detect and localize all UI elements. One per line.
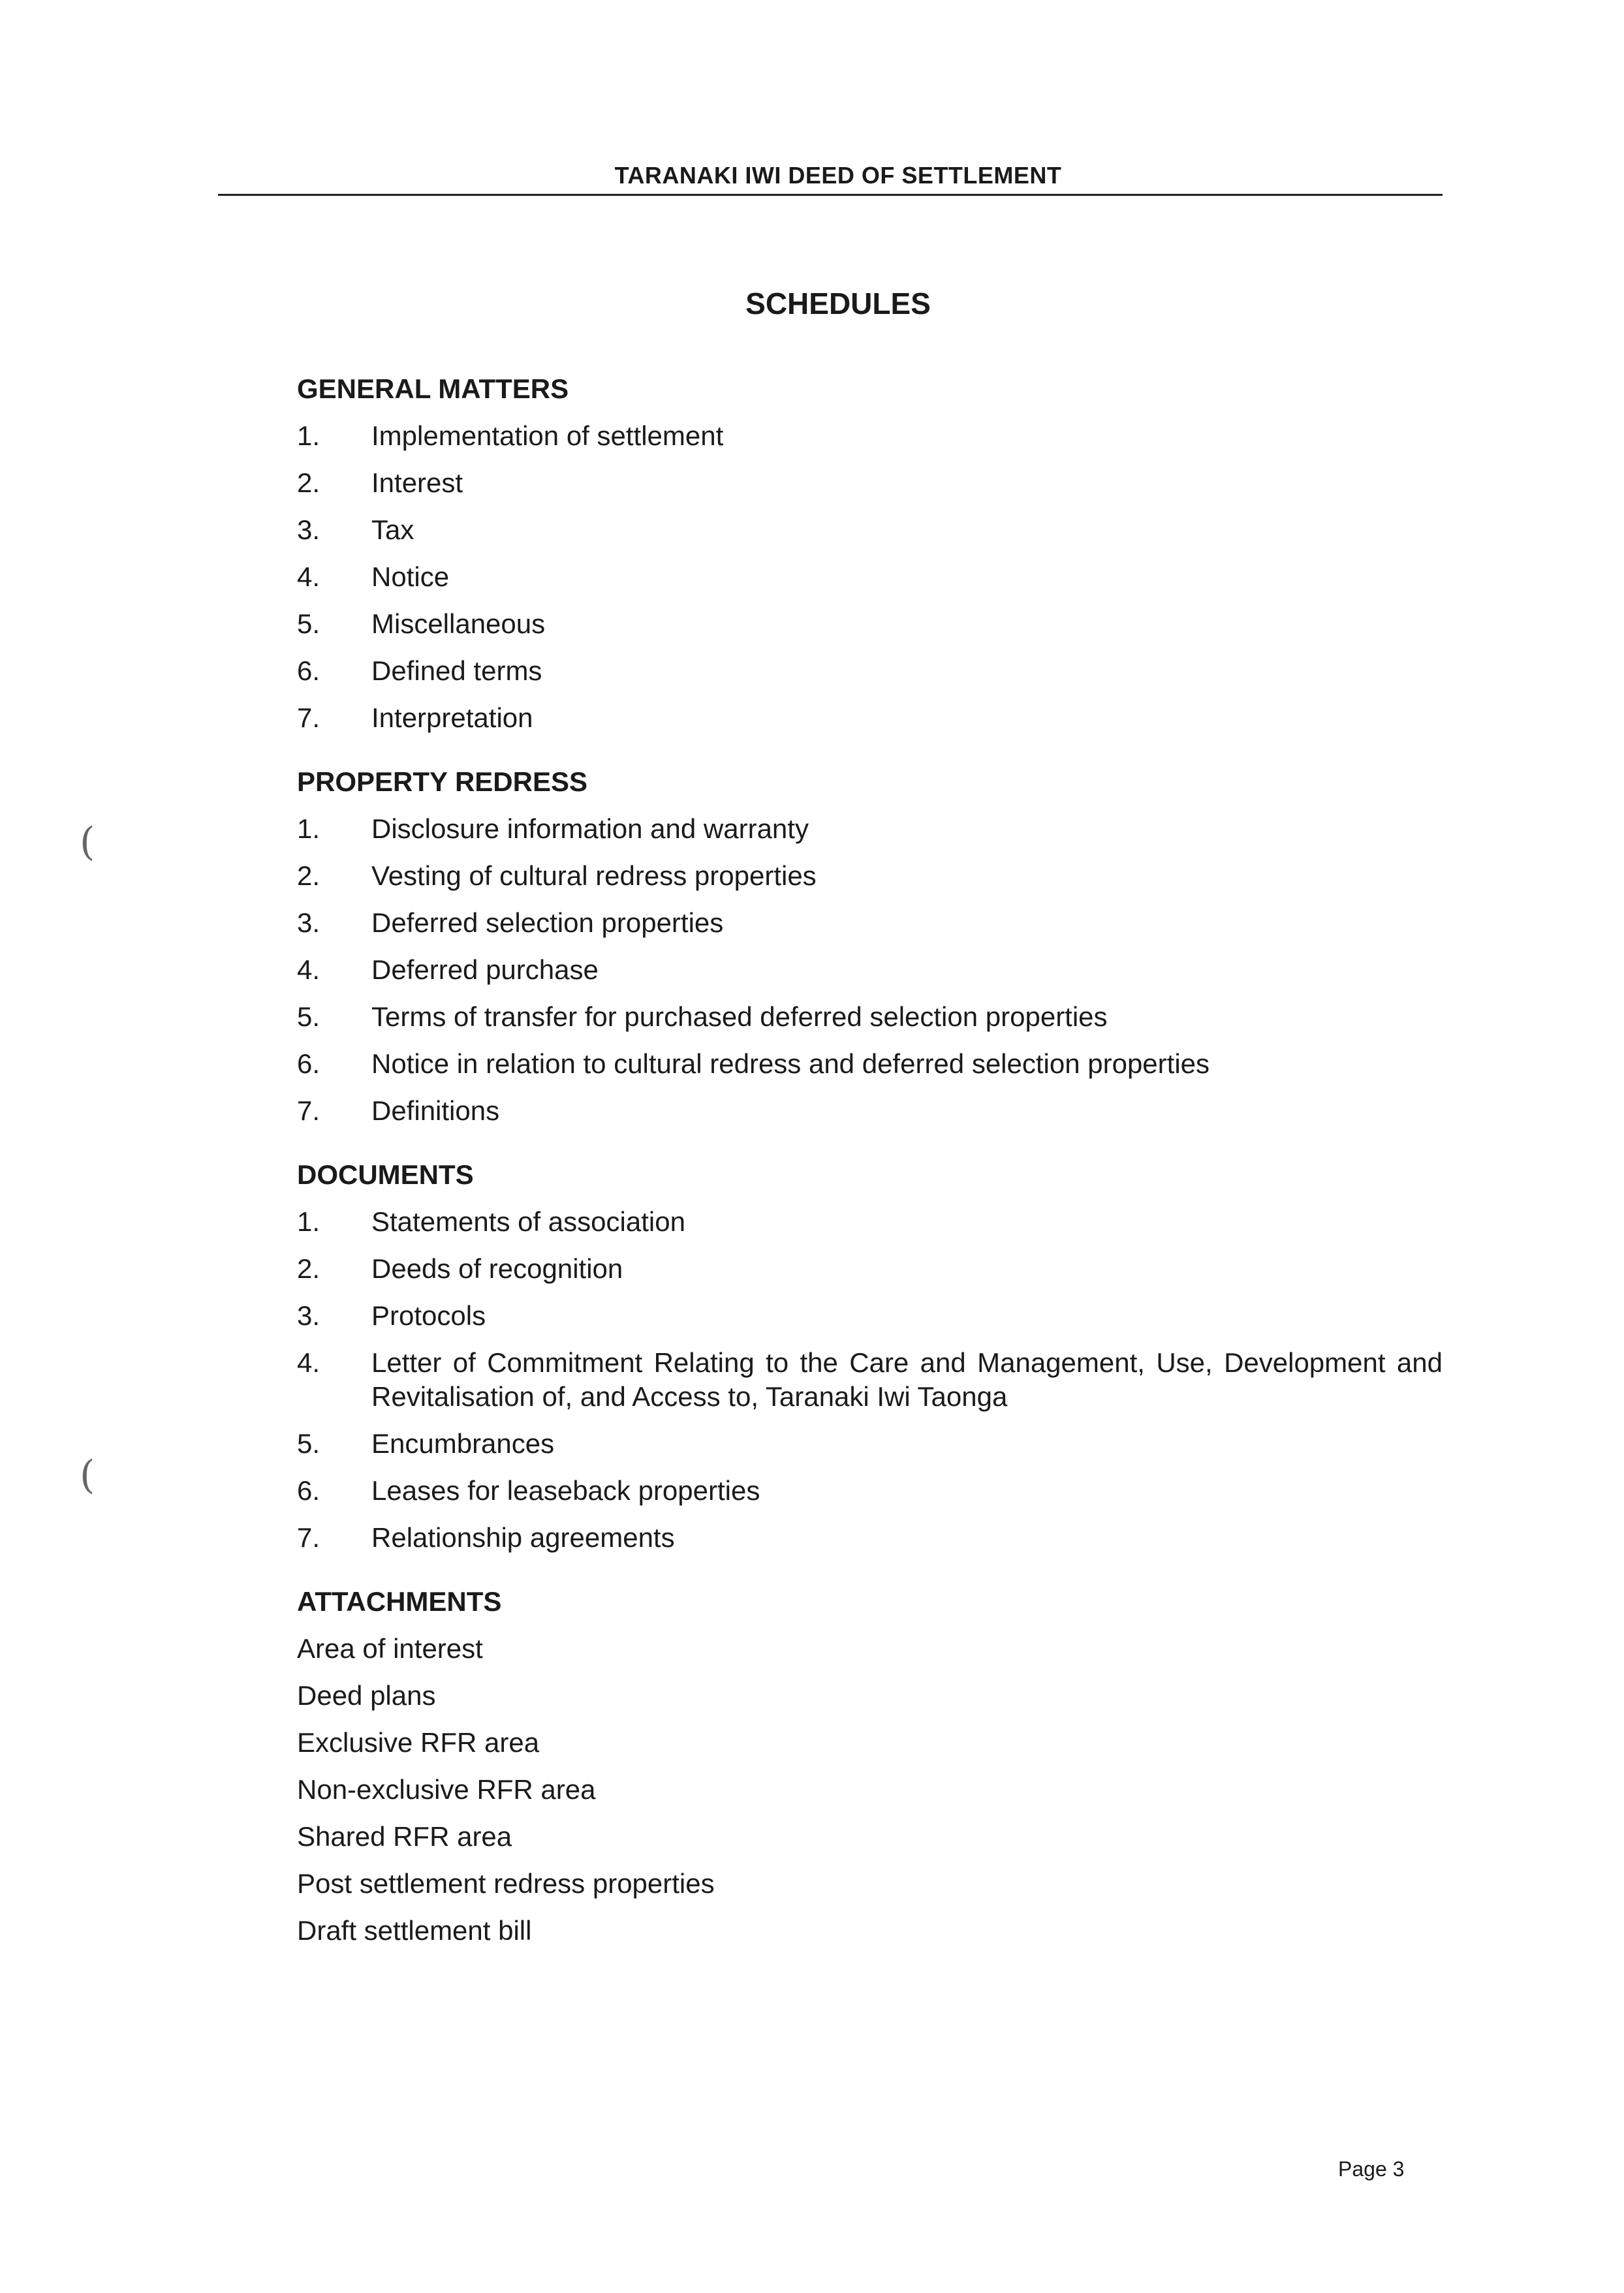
list-item: Post settlement redress properties bbox=[297, 1868, 715, 1899]
list-item bbox=[297, 460, 1443, 507]
list-item bbox=[297, 694, 1443, 741]
list-item: Area of interest bbox=[297, 1633, 483, 1664]
item-number: 7. bbox=[297, 1095, 320, 1126]
item-text: Encumbrances bbox=[371, 1428, 555, 1459]
item-number: 7. bbox=[297, 702, 320, 733]
punch-hole-mark: ( bbox=[80, 1452, 95, 1498]
item-number: 1. bbox=[297, 420, 320, 451]
item-text: Interpretation bbox=[371, 702, 533, 733]
punch-hole-mark: ( bbox=[80, 819, 95, 865]
item-number: 4. bbox=[297, 1347, 320, 1378]
list-item bbox=[297, 1292, 1443, 1339]
list-item bbox=[297, 1245, 1443, 1292]
item-number: 4. bbox=[297, 954, 320, 985]
item-number: 6. bbox=[297, 655, 320, 686]
list-item bbox=[297, 413, 1443, 460]
item-text: Statements of association bbox=[371, 1206, 685, 1237]
item-text: Deferred purchase bbox=[371, 954, 599, 985]
list-item: Shared RFR area bbox=[297, 1821, 512, 1852]
item-text: Disclosure information and warranty bbox=[371, 813, 809, 844]
item-text: Notice in relation to cultural redress and deferred selection properties bbox=[371, 1048, 1210, 1079]
item-text: Vesting of cultural redress properties bbox=[371, 860, 817, 891]
property-redress-list bbox=[297, 805, 1443, 1134]
list-item bbox=[297, 507, 1443, 554]
item-text: Implementation of settlement bbox=[371, 420, 724, 451]
section-spacer bbox=[297, 1134, 1443, 1151]
item-number: 5. bbox=[297, 1428, 320, 1459]
list-item bbox=[297, 601, 1443, 647]
item-number: 1. bbox=[297, 813, 320, 844]
item-number: 2. bbox=[297, 1253, 320, 1284]
item-number: 6. bbox=[297, 1475, 320, 1506]
schedule-contents bbox=[297, 366, 1443, 1954]
item-text: Terms of transfer for purchased deferred selection properties bbox=[371, 1001, 1108, 1032]
item-text: Protocols bbox=[371, 1300, 486, 1331]
item-number: 3. bbox=[297, 514, 320, 545]
list-item bbox=[297, 1087, 1443, 1134]
documents-list bbox=[297, 1198, 1443, 1561]
list-item: Draft settlement bill bbox=[297, 1915, 532, 1946]
item-text: Relationship agreements bbox=[371, 1522, 675, 1553]
list-item bbox=[297, 993, 1443, 1040]
list-item bbox=[297, 899, 1443, 946]
document-header-title: TARANAKI IWI DEED OF SETTLEMENT bbox=[614, 162, 1062, 189]
item-text: Notice bbox=[371, 561, 450, 592]
list-item bbox=[297, 1467, 1443, 1514]
list-item bbox=[297, 554, 1443, 601]
list-item bbox=[297, 946, 1443, 993]
item-text: Defined terms bbox=[371, 655, 542, 686]
general-matters-list bbox=[297, 413, 1443, 741]
item-number: 6. bbox=[297, 1048, 320, 1079]
item-number: 5. bbox=[297, 1001, 320, 1032]
item-number: 2. bbox=[297, 467, 320, 498]
list-item bbox=[297, 805, 1443, 852]
item-number: 1. bbox=[297, 1206, 320, 1237]
item-number: 2. bbox=[297, 860, 320, 891]
item-number: 4. bbox=[297, 561, 320, 592]
item-number: 3. bbox=[297, 907, 320, 938]
item-text: Letter of Commitment Relating to the Care and Management, Use, Development and Revitalisation of, and Access to, Taranaki Iwi Taonga bbox=[371, 1347, 1443, 1412]
item-text: Leases for leaseback properties bbox=[371, 1475, 760, 1506]
attachments-list bbox=[297, 1625, 1443, 1954]
header-divider bbox=[218, 194, 1443, 196]
item-text: Deeds of recognition bbox=[371, 1253, 623, 1284]
list-item bbox=[297, 1420, 1443, 1467]
item-text: Miscellaneous bbox=[371, 608, 546, 639]
section-heading-attachments: ATTACHMENTS bbox=[297, 1586, 502, 1617]
section-spacer bbox=[297, 1561, 1443, 1578]
item-text: Tax bbox=[371, 514, 414, 545]
item-text: Definitions bbox=[371, 1095, 500, 1126]
list-item bbox=[297, 1514, 1443, 1561]
item-number: 5. bbox=[297, 608, 320, 639]
item-number: 3. bbox=[297, 1300, 320, 1331]
list-item bbox=[297, 1040, 1443, 1087]
section-heading-general-matters: GENERAL MATTERS bbox=[297, 373, 569, 404]
item-number: 7. bbox=[297, 1522, 320, 1553]
list-item: Deed plans bbox=[297, 1680, 436, 1711]
item-text: Deferred selection properties bbox=[371, 907, 724, 938]
list-item: Non-exclusive RFR area bbox=[297, 1774, 596, 1805]
list-item bbox=[297, 647, 1443, 694]
item-text: Interest bbox=[371, 467, 463, 498]
list-item: Exclusive RFR area bbox=[297, 1727, 540, 1758]
section-heading-property-redress: PROPERTY REDRESS bbox=[297, 766, 587, 797]
list-item bbox=[297, 852, 1443, 899]
list-item bbox=[297, 1198, 1443, 1245]
page-number: Page 3 bbox=[1338, 2157, 1405, 2181]
section-spacer bbox=[297, 741, 1443, 758]
section-heading-documents: DOCUMENTS bbox=[297, 1159, 474, 1190]
list-item bbox=[297, 1339, 1443, 1420]
page-title: SCHEDULES bbox=[745, 287, 931, 320]
